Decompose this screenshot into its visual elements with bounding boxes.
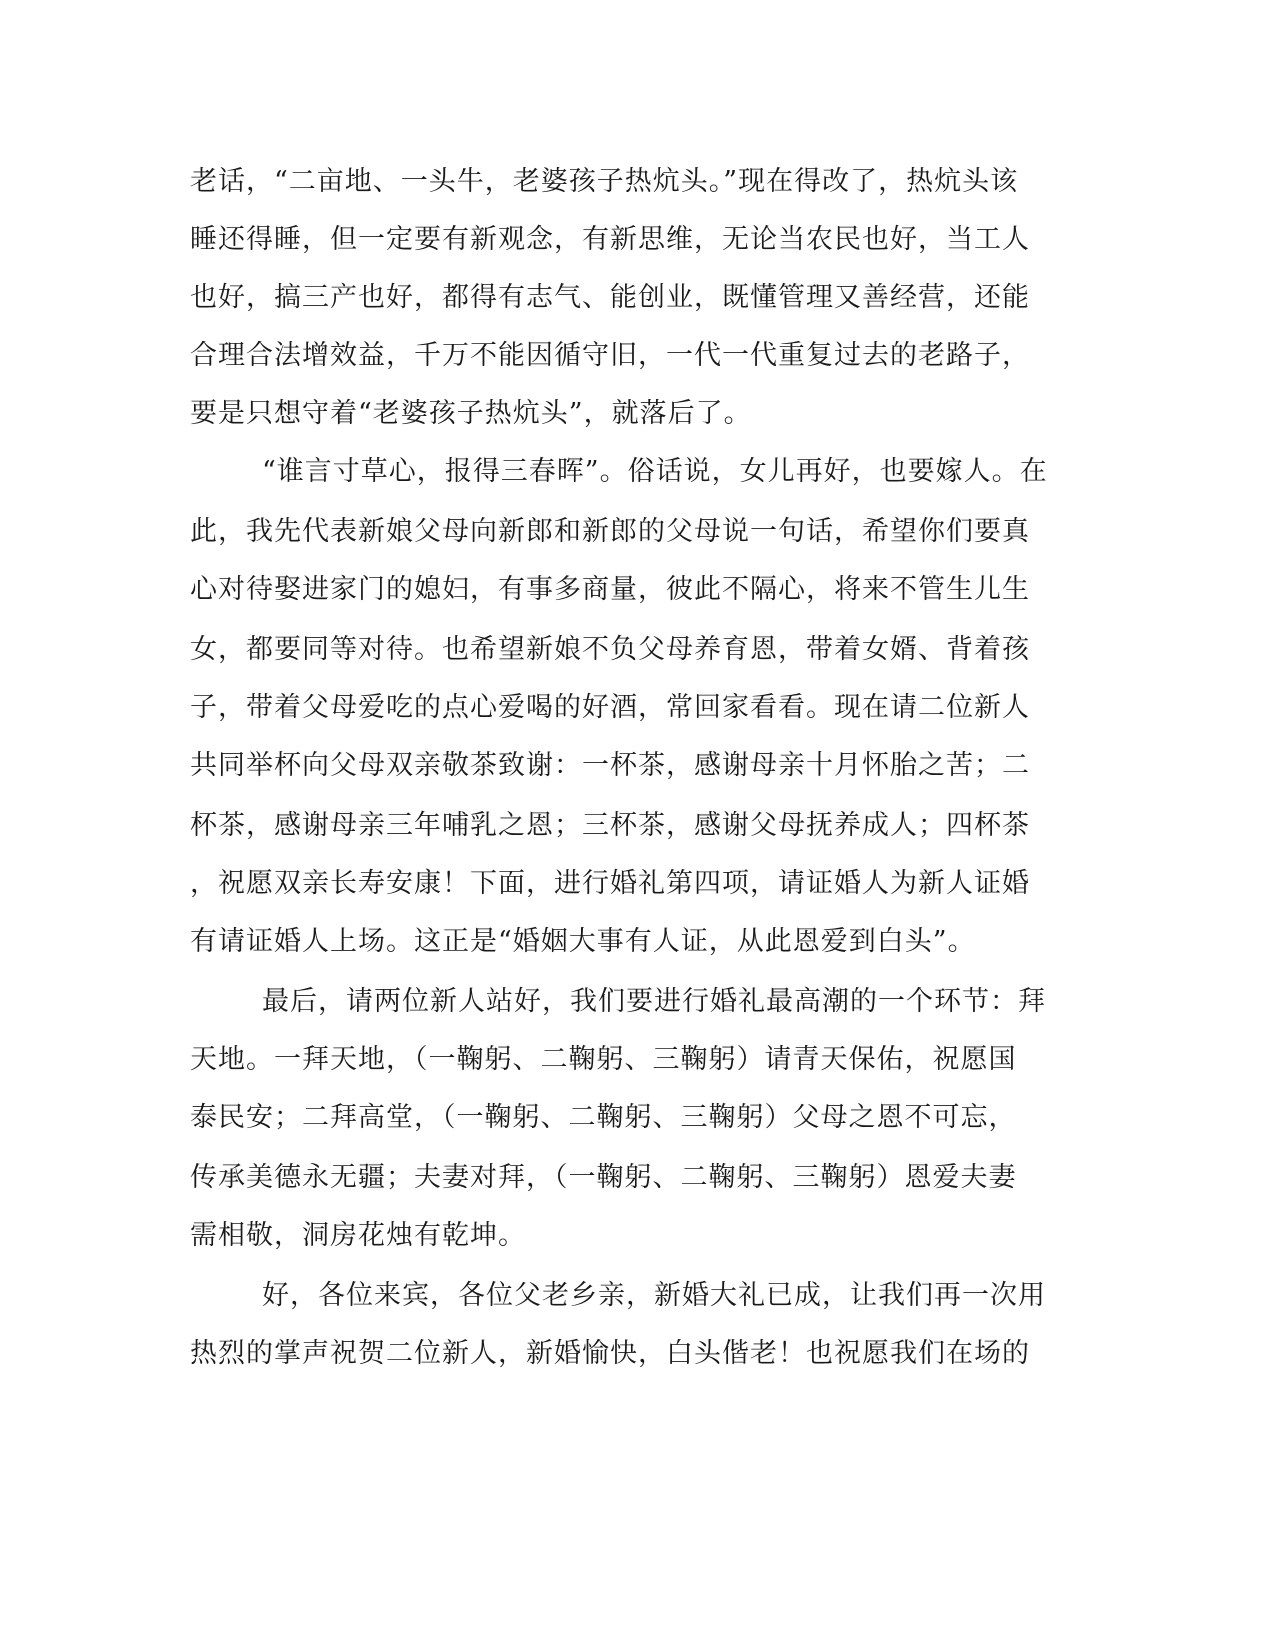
text-line: 有请证婚人上场。这正是“婚姻大事有人证，从此恩爱到白头”。 <box>190 926 976 957</box>
text-line: 共同举杯向父母双亲敬茶致谢：一杯茶，感谢母亲十月怀胎之苦；二 <box>190 750 1030 781</box>
paragraph-start-line: “谁言寸草心，报得三春晖”。俗话说，女儿再好，也要嫁人。在 <box>262 456 1048 487</box>
text-line: 子，带着父母爱吃的点心爱喝的好酒，常回家看看。现在请二位新人 <box>190 692 1030 723</box>
text-line: 要是只想守着“老婆孩子热炕头”，就落后了。 <box>190 398 752 429</box>
text-line: 心对待娶进家门的媳妇，有事多商量，彼此不隔心，将来不管生儿生 <box>190 574 1030 605</box>
text-line: 泰民安；二拜高堂，（一鞠躬、二鞠躬、三鞠躬）父母之恩不可忘， <box>190 1102 1017 1133</box>
text-line: 热烈的掌声祝贺二位新人，新婚愉快，白头偕老！也祝愿我们在场的 <box>190 1338 1030 1369</box>
text-line: 睡还得睡，但一定要有新观念，有新思维，无论当农民也好，当工人 <box>190 224 1030 255</box>
text-line: 传承美德永无疆；夫妻对拜，（一鞠躬、二鞠躬、三鞠躬）恩爱夫妻 <box>190 1162 1017 1193</box>
text-line: 也好，搞三产也好，都得有志气、能创业，既懂管理又善经营，还能 <box>190 282 1030 313</box>
text-line: 杯茶，感谢母亲三年哺乳之恩；三杯茶，感谢父母抚养成人；四杯茶 <box>190 810 1030 841</box>
text-line: 女，都要同等对待。也希望新娘不负父母养育恩，带着女婿、背着孩 <box>190 634 1030 665</box>
text-line: 此，我先代表新娘父母向新郎和新郎的父母说一句话，希望你们要真 <box>190 516 1030 547</box>
text-line: 合理合法增效益，千万不能因循守旧，一代一代重复过去的老路子， <box>190 340 1030 371</box>
text-line: ，祝愿双亲长寿安康！下面，进行婚礼第四项，请证婚人为新人证婚 <box>190 868 1030 899</box>
paragraph-start-line: 最后，请两位新人站好，我们要进行婚礼最高潮的一个环节：拜 <box>262 986 1046 1017</box>
text-line: 老话，“二亩地、一头牛，老婆孩子热炕头。”现在得改了，热炕头该 <box>190 166 1019 197</box>
text-line: 需相敬，洞房花烛有乾坤。 <box>190 1220 526 1251</box>
paragraph-start-line: 好，各位来宾，各位父老乡亲，新婚大礼已成，让我们再一次用 <box>262 1280 1046 1311</box>
text-line: 天地。一拜天地，（一鞠躬、二鞠躬、三鞠躬）请青天保佑，祝愿国 <box>190 1044 1017 1075</box>
